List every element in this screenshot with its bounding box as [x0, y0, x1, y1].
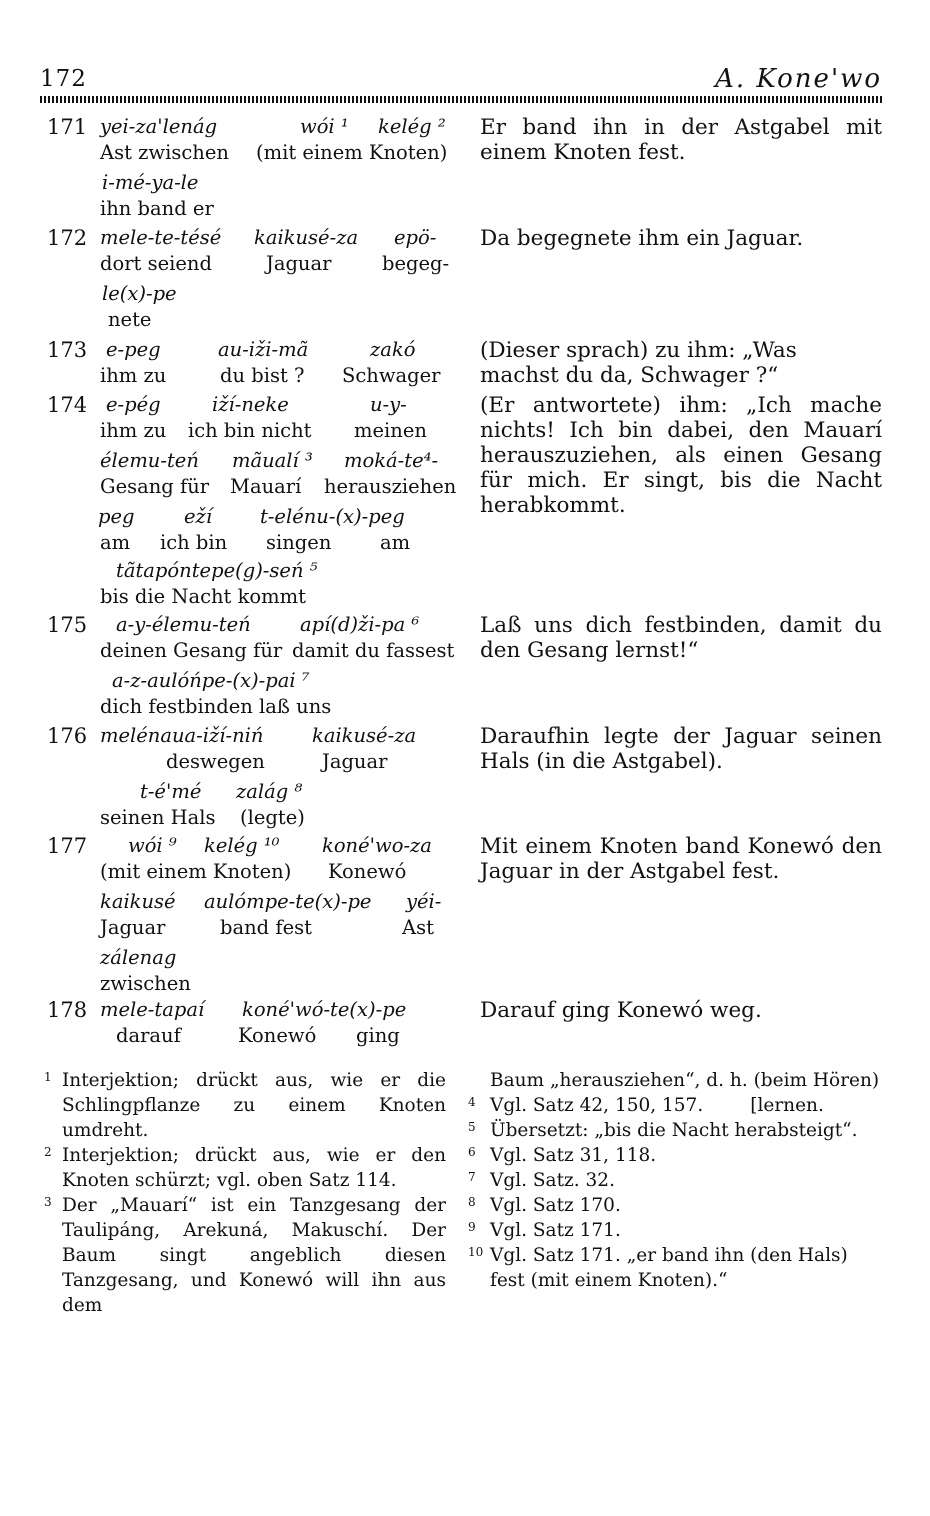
gloss: ihn band er [100, 197, 214, 220]
gloss-line [0, 252, 470, 276]
word: koné'wo-za [322, 834, 432, 857]
word: yéi- [406, 890, 442, 913]
translation: Daraufhin legte der Jaguar seinen Hals (in die Astgabel). [480, 724, 882, 774]
word: wói ¹ [300, 115, 349, 138]
footnotes-left-column [44, 1068, 446, 1318]
word: koné'wó-te(x)-pe [242, 998, 407, 1021]
gloss: Schwager [342, 364, 441, 387]
gloss: herausziehen [324, 475, 457, 498]
gloss: Konewó [328, 860, 407, 883]
interlinear-line [0, 505, 470, 529]
word: zakó [370, 338, 416, 361]
gloss: ich bin [160, 531, 228, 554]
gloss: (mit einem Knoten) [100, 860, 292, 883]
footnote [468, 1193, 880, 1218]
gloss: Gesang für [100, 475, 210, 498]
word: zalág ⁸ [236, 780, 303, 803]
gloss-line [0, 531, 470, 555]
word: e-peg [106, 338, 161, 361]
footnote-mark: 9 [468, 1220, 476, 1234]
sentence-number: 172 [47, 226, 88, 250]
gloss: seinen Hals [100, 806, 216, 829]
gloss-line [0, 695, 470, 719]
gloss: am [380, 531, 411, 554]
footnote [468, 1118, 880, 1143]
gloss: Jaguar [100, 916, 166, 939]
footnote-mark: 8 [468, 1195, 476, 1209]
gloss-line [0, 419, 470, 443]
interlinear-line [0, 724, 470, 748]
footnote-mark: 5 [468, 1120, 476, 1134]
word: yei-za'lenág [100, 115, 218, 138]
sentence-number: 173 [47, 338, 88, 362]
sentence-number: 176 [47, 724, 88, 748]
footnote-text: Der „Mauarí“ ist ein Tanzgesang der Taulipáng, Arekuná, Makuschí. Der Baum singt angeblich diesen Tanzgesang, und Konewó will ihn aus dem [62, 1195, 446, 1316]
gloss: (legte) [240, 806, 305, 829]
word: kaikusé [100, 890, 176, 913]
gloss: bis die Nacht kommt [100, 585, 306, 608]
gloss: ihm zu [100, 364, 167, 387]
word: t-é'mé [140, 780, 202, 803]
sentence-number: 175 [47, 613, 88, 637]
gloss: ihm zu [100, 419, 167, 442]
sentence-number: 177 [47, 834, 88, 858]
footnote-mark: 4 [468, 1095, 476, 1109]
footnote-text: Interjektion; drückt aus, wie er die Schlingpflanze zu einem Knoten umdreht. [62, 1070, 446, 1141]
gloss: nete [108, 308, 152, 331]
word: t-elénu-(x)-peg [260, 505, 405, 528]
gloss: damit du fassest [292, 639, 455, 662]
gloss-line [0, 364, 470, 388]
interlinear-line [0, 226, 470, 250]
interlinear-line [0, 559, 470, 583]
gloss-line [0, 639, 470, 663]
gloss-line [0, 475, 470, 499]
interlinear-line [0, 613, 470, 637]
interlinear-line [0, 890, 470, 914]
gloss: meinen [354, 419, 427, 442]
gloss: (mit einem Knoten) [256, 141, 448, 164]
word: wói ⁹ [128, 834, 177, 857]
word: mele-tapaí [100, 998, 205, 1021]
translation: Da begegnete ihm ein Jaguar. [480, 226, 804, 251]
gloss-line [0, 972, 470, 996]
footnote [468, 1143, 880, 1168]
gloss: du bist ? [220, 364, 305, 387]
interlinear-line [0, 282, 470, 306]
word: kelég ² [378, 115, 446, 138]
word: apí(d)ži-pa ⁶ [300, 613, 420, 636]
footnote-text: Interjektion; drückt aus, wie er den Knoten schürzt; vgl. oben Satz 114. [62, 1145, 446, 1191]
translation: Laß uns dich festbinden, damit du den Gesang lernst!“ [480, 613, 882, 663]
gloss: am [100, 531, 131, 554]
interlinear-line [0, 946, 470, 970]
gloss-line [0, 585, 470, 609]
gloss: begeg- [382, 252, 450, 275]
footnote-text: Vgl. Satz 170. [490, 1195, 621, 1216]
gloss: deinen Gesang für [100, 639, 283, 662]
page-number: 172 [40, 66, 87, 92]
word: iží-neke [212, 393, 289, 416]
word: zálenag [100, 946, 177, 969]
interlinear-line [0, 780, 470, 804]
gloss: Jaguar [266, 252, 332, 275]
interlinear-line [0, 171, 470, 195]
footnote [468, 1243, 880, 1293]
word: moká-te⁴- [344, 449, 439, 472]
gloss: Ast [402, 916, 434, 939]
word: epö- [394, 226, 437, 249]
word: kelég ¹⁰ [204, 834, 280, 857]
gloss: dort seiend [100, 252, 212, 275]
footnote-text: Übersetzt: „bis die Nacht herabsteigt“. [490, 1120, 858, 1141]
gloss: zwischen [100, 972, 191, 995]
word: le(x)-pe [102, 282, 177, 305]
footnote-mark: 1 [44, 1070, 52, 1084]
sentence-number: 174 [47, 393, 88, 417]
gloss: darauf [116, 1024, 181, 1047]
gloss: Ast zwischen [100, 141, 229, 164]
footnote [44, 1193, 446, 1318]
footnote-text: Vgl. Satz 171. [490, 1220, 621, 1241]
word: kaikusé-za [254, 226, 359, 249]
gloss: singen [266, 531, 332, 554]
gloss: deswegen [166, 750, 265, 773]
word: a-z-aulóńpe-(x)-pai ⁷ [112, 669, 310, 692]
footnote-mark: 7 [468, 1170, 476, 1184]
translation: Mit einem Knoten band Konewó den Jaguar in der Astgabel fest. [480, 834, 882, 884]
gloss-line [0, 141, 470, 165]
gloss-line [0, 1024, 470, 1048]
gloss: band fest [220, 916, 312, 939]
interlinear-line [0, 669, 470, 693]
word: aulómpe-te(x)-pe [204, 890, 372, 913]
footnote-mark: 10 [468, 1245, 484, 1259]
gloss: Konewó [238, 1024, 317, 1047]
word: melénaua-iží-niń [100, 724, 264, 747]
word: kaikusé-za [312, 724, 417, 747]
interlinear-line [0, 393, 470, 417]
footnote [44, 1068, 446, 1143]
footnote-text: Baum „herausziehen“, d. h. (beim Hören) [490, 1070, 880, 1091]
sentence-number: 171 [47, 115, 88, 139]
gloss: ging [356, 1024, 400, 1047]
translation: Darauf ging Konewó weg. [480, 998, 762, 1023]
gloss-line [0, 308, 470, 332]
interlinear-line [0, 834, 470, 858]
footnote-text: Vgl. Satz 31, 118. [490, 1145, 657, 1166]
word: a-y-élemu-teń [116, 613, 251, 636]
interlinear-line [0, 998, 470, 1022]
word: au-iži-mã [218, 338, 309, 361]
footnote-mark: 3 [44, 1195, 52, 1209]
gloss-line [0, 806, 470, 830]
footnote [468, 1218, 880, 1243]
footnotes-right-column [468, 1068, 880, 1293]
word: mele-te-tésé [100, 226, 222, 249]
interlinear-line [0, 115, 470, 139]
gloss-line [0, 750, 470, 774]
word: élemu-teń [100, 449, 199, 472]
gloss: dich festbinden laß uns [100, 695, 332, 718]
interlinear-line [0, 449, 470, 473]
word: mãualí ³ [232, 449, 313, 472]
gloss: Jaguar [322, 750, 388, 773]
footnote-text: Vgl. Satz 171. „er band ihn (den Hals) fest (mit einem Knoten).“ [490, 1245, 848, 1291]
word: eží [184, 505, 213, 528]
footnote [468, 1068, 880, 1093]
sentence-number: 178 [47, 998, 88, 1022]
translation: (Er antwortete) ihm: „Ich mache nichts! Ich bin dabei, den Mauarí herauszuziehen, als einen Gesang für mich. Er singt, bis die Nacht herabkommt. [480, 393, 882, 518]
running-title: A. Kone'wo [715, 64, 882, 94]
word: peg [98, 505, 135, 528]
translation: Er band ihn in der Astgabel mit einem Knoten fest. [480, 115, 882, 165]
interlinear-line [0, 338, 470, 362]
footnote [468, 1168, 880, 1193]
header-rule [40, 96, 884, 103]
footnote-mark: 6 [468, 1145, 476, 1159]
gloss: ich bin nicht [188, 419, 312, 442]
word: tãtapóntepe(g)-seń ⁵ [116, 559, 318, 582]
footnote-text: Vgl. Satz 42, 150, 157. [lernen. [490, 1095, 824, 1116]
translation: (Dieser sprach) zu ihm: „Was machst du da, Schwager ?“ [480, 338, 797, 388]
gloss-line [0, 197, 470, 221]
footnote [44, 1143, 446, 1193]
footnote [468, 1093, 880, 1118]
word: e-pég [106, 393, 161, 416]
gloss: Mauarí [230, 475, 302, 498]
footnote-mark: 2 [44, 1145, 52, 1159]
word: i-mé-ya-le [102, 171, 199, 194]
gloss-line [0, 860, 470, 884]
footnote-text: Vgl. Satz. 32. [490, 1170, 615, 1191]
word: u-y- [370, 393, 407, 416]
gloss-line [0, 916, 470, 940]
